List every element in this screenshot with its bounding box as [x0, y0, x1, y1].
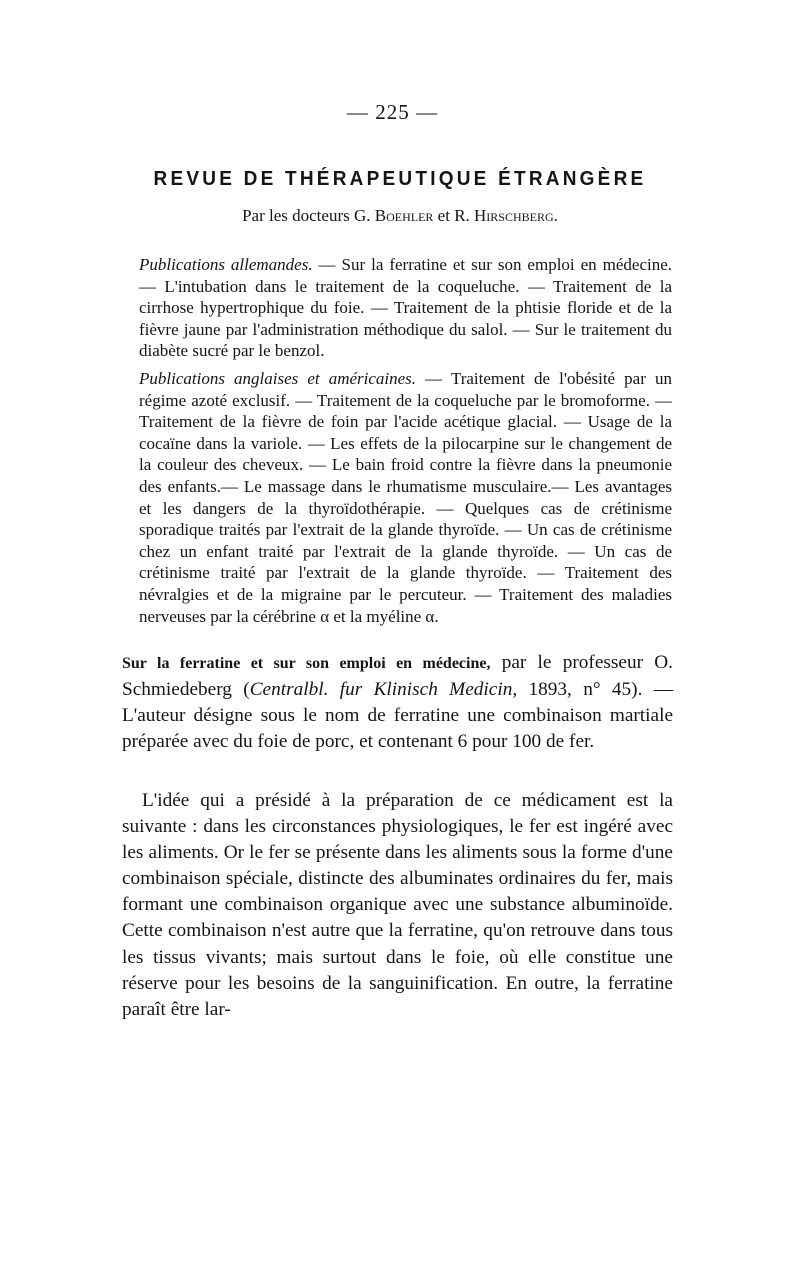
authors-prefix: Par les docteurs G.: [242, 206, 375, 225]
summary-english-heading: Publications anglaises et américaines.: [139, 369, 417, 388]
article-heading: Sur la ferratine et sur son emploi en médecine,: [122, 655, 491, 672]
author-hirschberg: Hirschberg: [474, 206, 554, 225]
summary-german-publications: [139, 254, 672, 362]
authors-line: [0, 206, 800, 226]
article-paragraph-1: [122, 650, 673, 755]
page-number: — 225 —: [347, 100, 438, 124]
summary-english-publications: [139, 368, 672, 627]
article-paragraph-2: L'idée qui a présidé à la préparation de ce médicament est la suivante : dans les circonstances physiologiques, le fer est ingéré avec les aliments. Or le fer se présente dans les aliments sous la forme d'une combinaison spéciale, distincte des albuminates ordinaires du fer, mais formant une combinaison organique avec une substance albuminoïde. Cette combinaison n'est autre que la ferratine, qu'on retrouve dans tous les tissus vivants; mais surtout dans le foie, où elle constitue une réserve pour les besoins de la sanguinification. En outre, la ferratine paraît être lar-: [122, 790, 673, 1020]
article-para1-rest: 1893, n° 45). — L'auteur désigne sous le nom de ferratine une combinaison martiale préparée avec du foie de porc, et contenant 6 pour 100 de fer.: [122, 679, 673, 753]
article-para1-intro: par le professeur O. Schmiedeberg (: [122, 652, 673, 701]
summary-english-text: — Traitement de l'obésité par un régime azoté exclusif. — Traitement de la coqueluche par le bromoforme. — Traitement de la fièvre de foin par l'acide acétique glacial. — Usage de la cocaïne dans la variole. — Les effets de la pilocarpine sur le changement de la couleur des cheveux. — Le bain froid contre la fièvre dans la pneumonie des enfants.— Le massage dans le rhumatisme musculaire.— Les avantages et les dangers de la thyroïdothérapie. — Quelques cas de crétinisme sporadique traités par l'extrait de la glande thyroïde. — Un cas de crétinisme chez un enfant traité par l'extrait de la glande thyroïde. — Un cas de crétinisme traité par l'extrait de la glande thyroïde. — Traitement des névralgies et de la migraine par le percuteur. — Traitement des maladies nerveuses par la cérébrine α et la myéline α.: [139, 369, 672, 626]
section-title: REVUE DE THÉRAPEUTIQUE ÉTRANGÈRE: [153, 168, 647, 190]
authors-suffix: .: [553, 206, 558, 225]
authors-middle: et R.: [433, 206, 475, 225]
author-boehler: Boehler: [374, 206, 434, 225]
summary-german-heading: Publications allemandes.: [139, 255, 313, 274]
article-citation: Centralbl. fur Klinisch Medicin,: [249, 679, 518, 701]
summary-german-text: — Sur la ferratine et sur son emploi en médecine. — L'intubation dans le traitement de la coqueluche. — Traitement de la cirrhose hypertrophique du foie. — Traitement de la phtisie floride et de la fièvre jaune par l'administration méthodique du salol. — Sur le traitement du diabète sucré par le benzol.: [139, 255, 673, 361]
